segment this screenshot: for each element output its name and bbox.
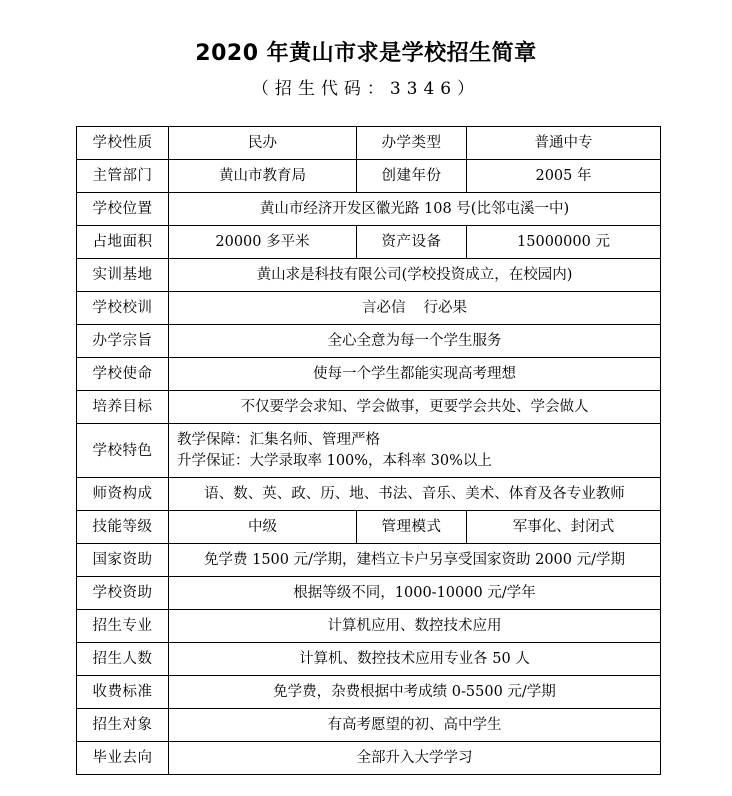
enrollment-value: 计算机、数控技术应用专业各 50 人 (169, 643, 661, 676)
assets-value: 15000000 元 (467, 226, 661, 259)
table-row (77, 610, 661, 643)
table-row (77, 478, 661, 511)
table-row (77, 193, 661, 226)
table-row (77, 292, 661, 325)
national-aid-label: 国家资助 (77, 544, 169, 577)
destination-label: 毕业去向 (77, 742, 169, 775)
motto-label: 学校校训 (77, 292, 169, 325)
motto-value (169, 292, 661, 325)
table-row (77, 160, 661, 193)
assets-label: 资产设备 (357, 226, 467, 259)
goal-value: 不仅要学会求知、学会做事，更要学会共处、学会做人 (169, 391, 661, 424)
table-row (77, 226, 661, 259)
training-base-label: 实训基地 (77, 259, 169, 292)
area-label: 占地面积 (77, 226, 169, 259)
faculty-value: 语、数、英、政、历、地、书法、音乐、美术、体育及各专业教师 (169, 478, 661, 511)
location-value: 黄山市经济开发区徽光路 108 号(比邻屯溪一中) (169, 193, 661, 226)
table-row (77, 643, 661, 676)
skill-label: 技能等级 (77, 511, 169, 544)
table-row (77, 127, 661, 160)
purpose-label: 办学宗旨 (77, 325, 169, 358)
table-row (77, 544, 661, 577)
area-value: 20000 多平米 (169, 226, 357, 259)
location-label: 学校位置 (77, 193, 169, 226)
features-line-1: 教学保障：汇集名师、管理严格 (177, 431, 380, 448)
destination-value: 全部升入大学学习 (169, 742, 661, 775)
features-value (169, 424, 661, 478)
features-line-2: 升学保证：大学录取率 100%，本科率 30%以上 (177, 452, 492, 469)
page-title: 2020 年黄山市求是学校招生简章 (195, 41, 537, 66)
mission-label: 学校使命 (77, 358, 169, 391)
founded-label: 创建年份 (357, 160, 467, 193)
mission-value: 使每一个学生都能实现高考理想 (169, 358, 661, 391)
table-row (77, 391, 661, 424)
table-row (77, 511, 661, 544)
management-value: 军事化、封闭式 (467, 511, 661, 544)
skill-value: 中级 (169, 511, 357, 544)
goal-label: 培养目标 (77, 391, 169, 424)
school-aid-label: 学校资助 (77, 577, 169, 610)
table-row (77, 742, 661, 775)
founded-value: 2005 年 (467, 160, 661, 193)
table-row (77, 259, 661, 292)
table-row (77, 358, 661, 391)
school-type-value: 普通中专 (467, 127, 661, 160)
motto-part-2: 行必果 (423, 300, 467, 316)
table-row (77, 676, 661, 709)
authority-value: 黄山市教育局 (169, 160, 357, 193)
fees-value: 免学费，杂费根据中考成绩 0-5500 元/学期 (169, 676, 661, 709)
table-row (77, 424, 661, 478)
authority-label: 主管部门 (77, 160, 169, 193)
purpose-value: 全心全意为每一个学生服务 (169, 325, 661, 358)
school-type-label: 办学类型 (357, 127, 467, 160)
management-label: 管理模式 (357, 511, 467, 544)
school-nature-label: 学校性质 (77, 127, 169, 160)
enrollment-label: 招生人数 (77, 643, 169, 676)
majors-value: 计算机应用、数控技术应用 (169, 610, 661, 643)
target-label: 招生对象 (77, 709, 169, 742)
national-aid-value: 免学费 1500 元/学期，建档立卡户另享受国家资助 2000 元/学期 (169, 544, 661, 577)
fees-label: 收费标准 (77, 676, 169, 709)
training-base-value: 黄山求是科技有限公司(学校投资成立，在校园内) (169, 259, 661, 292)
school-info-table (76, 126, 661, 775)
school-aid-value: 根据等级不同，1000-10000 元/学年 (169, 577, 661, 610)
majors-label: 招生专业 (77, 610, 169, 643)
school-nature-value: 民办 (169, 127, 357, 160)
features-label: 学校特色 (77, 424, 169, 478)
enrollment-code: （招生代码：3346） (251, 79, 481, 99)
target-value: 有高考愿望的初、高中学生 (169, 709, 661, 742)
motto-part-1: 言必信 (362, 300, 406, 316)
faculty-label: 师资构成 (77, 478, 169, 511)
table-row (77, 709, 661, 742)
table-row (77, 577, 661, 610)
table-row (77, 325, 661, 358)
